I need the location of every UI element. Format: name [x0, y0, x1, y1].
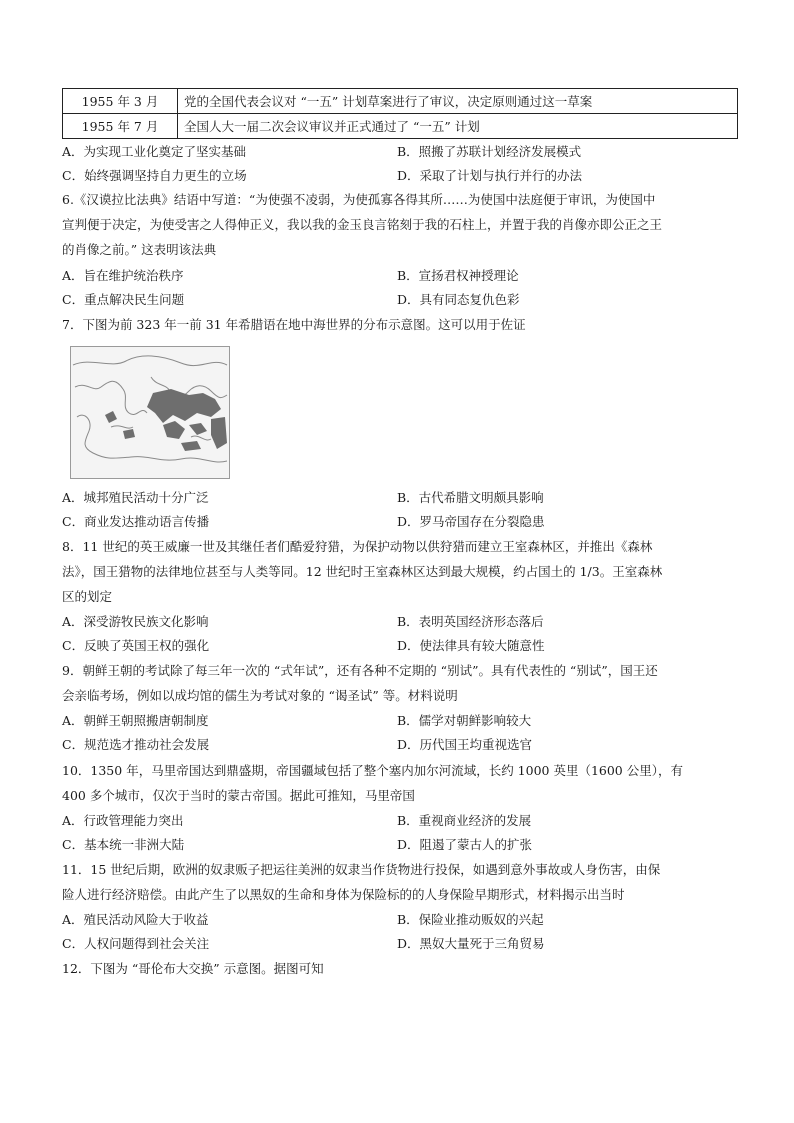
greek-distribution-map: [70, 346, 230, 479]
q9-option-c[interactable]: C．规范选才推动社会发展: [62, 737, 210, 752]
q5-option-d[interactable]: D．采取了计划与执行并行的办法: [397, 168, 583, 183]
q6-option-a[interactable]: A．旨在维护统治秩序: [62, 268, 184, 283]
q7-stem-line: 7．下图为前 323 年一前 31 年希腊语在地中海世界的分布示意图。这可以用于佐证: [62, 317, 526, 332]
table-row: [63, 89, 738, 114]
q6-stem-line: 宣判便于决定，为使受害之人得伸正义，我以我的金玉良言铭刻于我的石柱上，并置于我的肖像亦即公正之王: [62, 217, 663, 232]
q9-option-a[interactable]: A．朝鲜王朝照搬唐朝制度: [62, 713, 209, 728]
table-row: [63, 114, 738, 139]
q11-option-a[interactable]: A．殖民活动风险大于收益: [62, 912, 209, 927]
q8-stem-line: 8．11 世纪的英王威廉一世及其继任者们酷爱狩猎，为保护动物以供狩猎而建立王室森林区，并推出《森林: [62, 539, 653, 554]
table-cell-event: 党的全国代表会议对 “一五” 计划草案进行了审议，决定原则通过这一草案: [178, 89, 738, 114]
table-cell-date: 1955 年 7 月: [63, 114, 178, 139]
q7-option-a[interactable]: A．城邦殖民活动十分广泛: [62, 490, 209, 505]
q11-option-c[interactable]: C．人权问题得到社会关注: [62, 936, 210, 951]
table-cell-event: 全国人大一届二次会议审议并正式通过了 “一五” 计划: [178, 114, 738, 139]
q9-option-d[interactable]: D．历代国王均重视选官: [397, 737, 533, 752]
q10-option-b[interactable]: B．重视商业经济的发展: [397, 813, 532, 828]
q9-stem-line: 会亲临考场，例如以成均馆的儒生为考试对象的 “谒圣试” 等。材料说明: [62, 688, 458, 703]
q5-option-a[interactable]: A．为实现工业化奠定了坚实基础: [62, 144, 247, 159]
q8-option-b[interactable]: B．表明英国经济形态落后: [397, 614, 544, 629]
q7-option-b[interactable]: B．古代希腊文明颇具影响: [397, 490, 544, 505]
q10-option-d[interactable]: D．阻遏了蒙古人的扩张: [397, 837, 533, 852]
q5-option-b[interactable]: B．照搬了苏联计划经济发展模式: [397, 144, 582, 159]
q8-stem-line: 区的划定: [62, 589, 113, 604]
q8-option-d[interactable]: D．使法律具有较大随意性: [397, 638, 545, 653]
q8-option-c[interactable]: C．反映了英国王权的强化: [62, 638, 210, 653]
q6-stem-line: 的肖像之前。” 这表明该法典: [62, 242, 217, 257]
q11-option-d[interactable]: D．黑奴大量死于三角贸易: [397, 936, 545, 951]
table-cell-date: 1955 年 3 月: [63, 89, 178, 114]
q6-option-d[interactable]: D．具有同态复仇色彩: [397, 292, 520, 307]
q11-stem-line: 险人进行经济赔偿。由此产生了以黑奴的生命和身体为保险标的的人身保险早期形式，材料揭示出当时: [62, 887, 625, 902]
q10-option-a[interactable]: A．行政管理能力突出: [62, 813, 184, 828]
q5-option-c[interactable]: C．始终强调坚持自力更生的立场: [62, 168, 247, 183]
q6-option-b[interactable]: B．宣扬君权神授理论: [397, 268, 519, 283]
q6-option-c[interactable]: C．重点解决民生问题: [62, 292, 185, 307]
q10-stem-line: 10．1350 年，马里帝国达到鼎盛期，帝国疆域包括了整个塞内加尔河流域，长约 1000 英里（1600 公里），有: [62, 763, 683, 778]
q11-stem-line: 11．15 世纪后期，欧洲的奴隶贩子把运往美洲的奴隶当作货物进行投保，如遇到意外事故或人身伤害，由保: [62, 862, 661, 877]
q12-stem-line: 12．下图为 “哥伦布大交换” 示意图。据图可知: [62, 961, 324, 976]
q7-option-d[interactable]: D．罗马帝国存在分裂隐患: [397, 514, 545, 529]
map-graphic: [71, 347, 229, 478]
q9-stem-line: 9．朝鲜王朝的考试除了每三年一次的 “式年试”，还有各种不定期的 “别试”。具有代表性的 “别试”，国王还: [62, 663, 658, 678]
q10-option-c[interactable]: C．基本统一非洲大陆: [62, 837, 185, 852]
q6-stem-line: 6.《汉谟拉比法典》结语中写道：“为使强不凌弱，为使孤寡各得其所……为使国中法庭便于审讯，为使国中: [62, 192, 656, 207]
q9-option-b[interactable]: B．儒学对朝鲜影响较大: [397, 713, 532, 728]
q8-stem-line: 法》，国王猎物的法律地位甚至与人类等同。12 世纪时王室森林区达到最大规模，约占国土的 1/3。王室森林: [62, 564, 663, 579]
timeline-table: [62, 88, 738, 139]
q10-stem-line: 400 多个城市，仅次于当时的蒙古帝国。据此可推知，马里帝国: [62, 788, 415, 803]
q8-option-a[interactable]: A．深受游牧民族文化影响: [62, 614, 209, 629]
q7-option-c[interactable]: C．商业发达推动语言传播: [62, 514, 210, 529]
q11-option-b[interactable]: B．保险业推动贩奴的兴起: [397, 912, 544, 927]
